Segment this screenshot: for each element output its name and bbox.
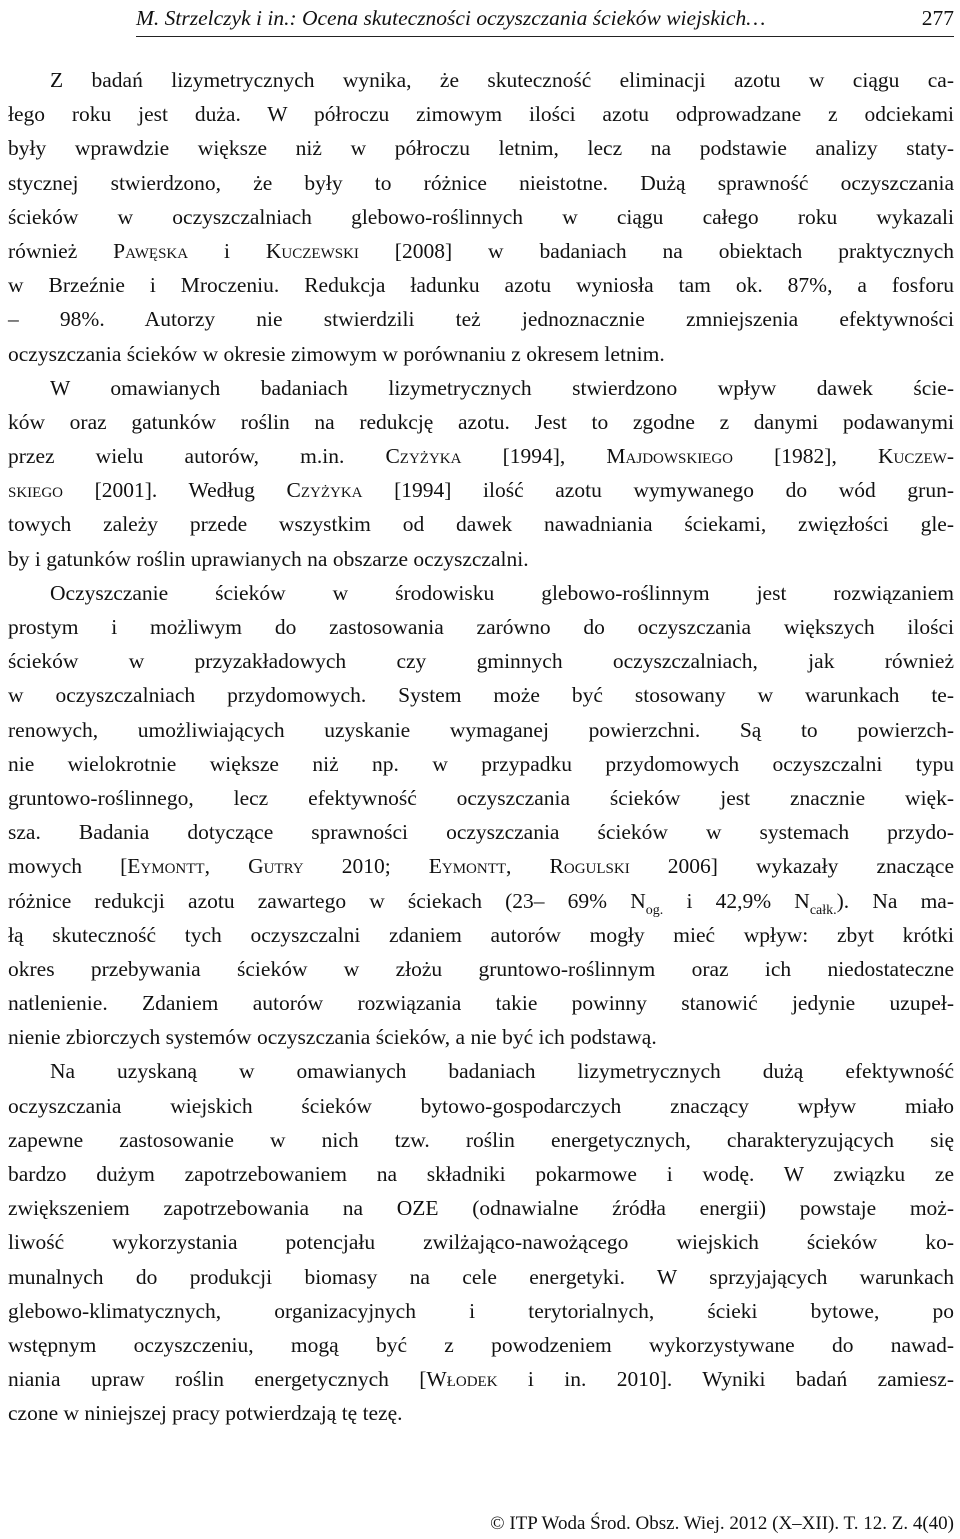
body-text bbox=[8, 63, 954, 1431]
text-run: , bbox=[506, 854, 550, 879]
text-line: munalnych do produkcji biomasy na cele energetyki. W sprzyjających warunkach bbox=[8, 1264, 954, 1289]
text-line bbox=[8, 439, 954, 473]
author-name: Czyżyka bbox=[385, 444, 462, 469]
text-run: [2001]. Według bbox=[63, 478, 287, 503]
text-line: W omawianych badaniach lizymetrycznych stwierdzono wpływ dawek ście- bbox=[50, 375, 954, 400]
text-run: [1994], bbox=[461, 444, 607, 469]
text-line: zwiększeniem zapotrzebowania na OZE (odnawialne źródła energii) powstaje moż- bbox=[8, 1196, 954, 1221]
text-line: ścieków w oczyszczalniach glebowo-roślinnych w ciągu całego roku wykazali bbox=[8, 204, 954, 229]
text-line: oczyszczania ścieków w okresie zimowym w porównaniu z okresem letnim. bbox=[8, 341, 665, 366]
text-run: i bbox=[188, 238, 266, 263]
author-name: Gutry bbox=[248, 854, 304, 879]
text-run: i in. 2010]. Wyniki badań zamiesz- bbox=[497, 1367, 954, 1392]
text-line: czone w niniejszej pracy potwierdzają tę tezę. bbox=[8, 1401, 403, 1426]
text-line bbox=[8, 849, 954, 883]
text-line: ków oraz gatunków roślin na redukcję azotu. Jest to zgodne z danymi podawanymi bbox=[8, 409, 954, 434]
page-number: 277 bbox=[921, 6, 954, 30]
journal-footer: © ITP Woda Środ. Obsz. Wiej. 2012 (X–XII). T. 12. Z. 4(40) bbox=[490, 1513, 954, 1534]
text-line: glebowo-klimatycznych, organizacyjnych i terytorialnych, ścieki bytowe, po bbox=[8, 1298, 954, 1323]
text-line: łego roku jest duża. W półroczu zimowym ilości azotu odprowadzane z odciekami bbox=[8, 102, 954, 127]
text-run: 2006] wykazały znaczące bbox=[629, 854, 955, 879]
text-line: w oczyszczalniach przydomowych. System może być stosowany w warunkach te- bbox=[8, 683, 954, 708]
text-run: przez wielu autorów, m.in. bbox=[8, 444, 386, 469]
text-line: gruntowo-roślinnego, lecz efektywność oczyszczania ścieków jest znacznie więk- bbox=[8, 785, 954, 810]
author-name: Czyżyka bbox=[286, 478, 363, 503]
text-line: sza. Badania dotyczące sprawności oczyszczania ścieków w systemach przydo- bbox=[8, 820, 954, 845]
text-run: [1982], bbox=[733, 444, 878, 469]
running-header bbox=[136, 4, 954, 32]
text-line: liwość wykorzystania potencjału zwilżająco-nawożącego wiejskich ścieków ko- bbox=[8, 1230, 954, 1255]
text-line: natlenienie. Zdaniem autorów rozwiązania takie powinny stanowić jedynie uzupeł- bbox=[8, 991, 954, 1016]
text-line: bardzo dużym zapotrzebowaniem na składniki pokarmowe i wodę. W związku ze bbox=[8, 1162, 954, 1186]
text-run: również bbox=[8, 238, 114, 263]
text-run: różnice redukcji azotu zawartego w ściekach (23– 69% N bbox=[8, 888, 646, 913]
text-line bbox=[8, 473, 954, 507]
text-line: łą skuteczność tych oczyszczalni zdaniem autorów mogły mieć wpływ: zbyt krótki bbox=[8, 922, 954, 947]
text-line: okres przebywania ścieków w złożu gruntowo-roślinnym oraz ich niedostateczne bbox=[8, 956, 954, 981]
author-name: Pawęska bbox=[113, 238, 189, 263]
text-run: mowych [ bbox=[8, 854, 128, 879]
text-line bbox=[8, 234, 954, 268]
subscript: całk. bbox=[809, 902, 837, 918]
text-line: towych zależy przede wszystkim od dawek nawadniania ściekami, zwięzłości gle- bbox=[8, 512, 954, 537]
text-line bbox=[8, 1362, 954, 1396]
author-name: Rogulski bbox=[549, 854, 630, 879]
paragraph bbox=[8, 371, 954, 576]
subscript: og. bbox=[645, 902, 664, 918]
author-name: Kuczewski bbox=[265, 238, 359, 263]
text-line: – 98%. Autorzy nie stwierdzili też jednoznacznie zmniejszenia efektywności bbox=[8, 307, 954, 332]
author-name: skiego bbox=[8, 478, 63, 503]
text-line: zapewne zastosowanie w nich tzw. roślin energetycznych, charakteryzujących się bbox=[8, 1127, 954, 1152]
running-title: M. Strzelczyk i in.: Ocena skuteczności oczyszczania ścieków wiejskich… bbox=[136, 6, 766, 30]
text-line: prostym i możliwym do zastosowania zarówno do oczyszczania większych ilości bbox=[8, 615, 954, 639]
text-line: nienie zbiorczych systemów oczyszczania ścieków, a nie być ich podstawą. bbox=[8, 1025, 657, 1050]
text-line: by i gatunków roślin uprawianych na obszarze oczyszczalni. bbox=[8, 546, 529, 571]
text-line: ścieków w przyzakładowych czy gminnych oczyszczalniach, jak również bbox=[8, 649, 954, 674]
author-name: Majdowskiego bbox=[606, 444, 734, 469]
paragraph bbox=[8, 1054, 954, 1430]
author-name: Włodek bbox=[426, 1367, 498, 1392]
text-line: były wprawdzie większe niż w półroczu letnim, lecz na podstawie analizy staty- bbox=[8, 136, 954, 161]
text-run: , bbox=[204, 854, 249, 879]
text-run: [1994] ilość azotu wymywanego do wód grun- bbox=[362, 478, 954, 503]
text-line: Oczyszczanie ścieków w środowisku glebowo-roślinnym jest rozwiązaniem bbox=[50, 580, 954, 605]
text-line: stycznej stwierdzono, że były to różnice nieistotne. Dużą sprawność oczyszczania bbox=[8, 170, 954, 195]
header-rule bbox=[136, 36, 954, 37]
text-line: wstępnym oczyszczeniu, mogą być z powodzeniem wykorzystywane do nawad- bbox=[8, 1332, 954, 1357]
text-line: w Brzeźnie i Mroczeniu. Redukcja ładunku azotu wyniosła tam ok. 87%, a fosforu bbox=[8, 273, 954, 298]
text-line bbox=[8, 884, 954, 918]
text-line: Na uzyskaną w omawianych badaniach lizymetrycznych dużą efektywność bbox=[50, 1059, 954, 1084]
text-run: 2010; bbox=[303, 854, 429, 879]
text-run: niania upraw roślin energetycznych [ bbox=[8, 1367, 427, 1392]
author-name: Kuczew- bbox=[877, 444, 954, 469]
text-line: nie wielokrotnie większe niż np. w przypadku przydomowych oczyszczalni typu bbox=[8, 751, 954, 776]
paragraph bbox=[8, 63, 954, 371]
text-run: [2008] w badaniach na obiektach praktycznych bbox=[358, 238, 954, 263]
text-run: ). Na ma- bbox=[836, 888, 954, 913]
text-line: Z badań lizymetrycznych wynika, że skuteczność eliminacji azotu w ciągu ca- bbox=[50, 68, 954, 92]
text-line: oczyszczania wiejskich ścieków bytowo-gospodarczych znaczący wpływ miało bbox=[8, 1093, 954, 1118]
author-name: Eymontt bbox=[428, 854, 507, 879]
paragraph bbox=[8, 576, 954, 1055]
text-line: renowych, umożliwiających uzyskanie wymaganej powierzchni. Są to powierzch- bbox=[8, 717, 954, 742]
text-run: i 42,9% N bbox=[663, 888, 810, 913]
author-name: Eymontt bbox=[127, 854, 205, 879]
